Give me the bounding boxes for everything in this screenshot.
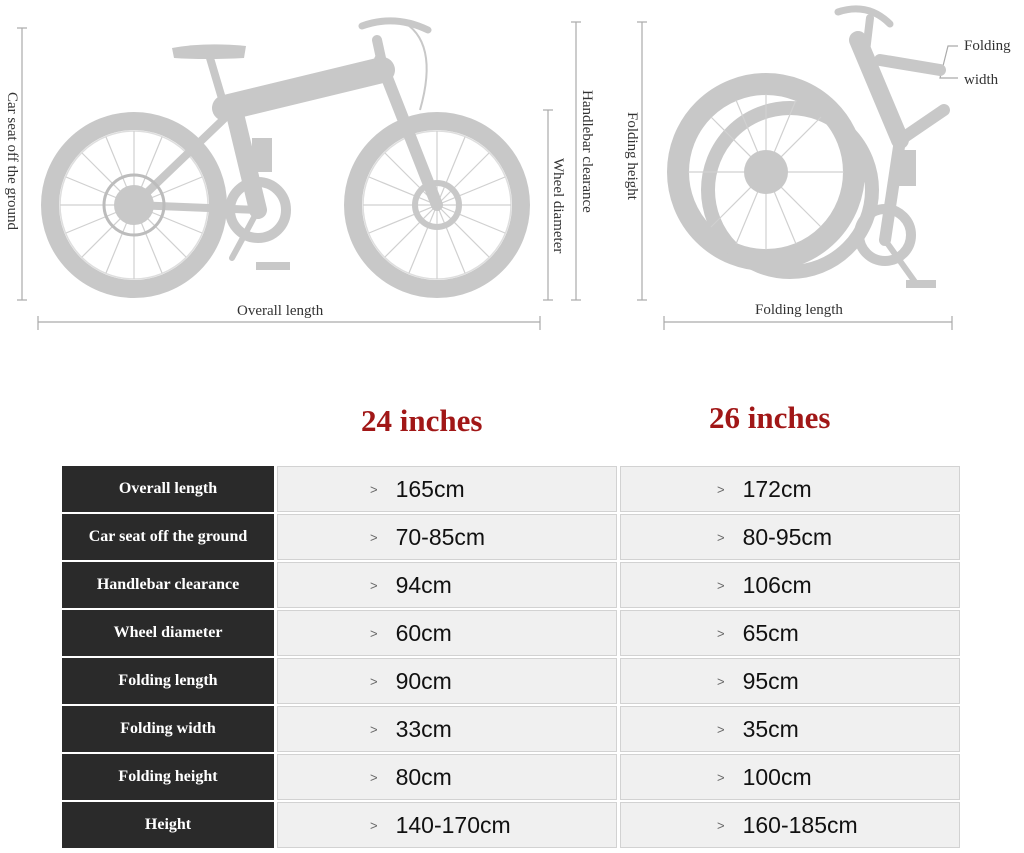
chevron-right-icon: > [370,529,378,545]
cell-value: 65cm [742,619,799,646]
folding-height-label: Folding height [624,112,640,200]
table-cell-24-inches [277,610,617,656]
overall-length-label: Overall length [237,303,324,319]
cell-value: 94cm [395,571,452,598]
table-cell-24-inches [277,658,617,704]
row-label: Car seat off the ground [62,514,274,560]
table-cell-24-inches [277,466,617,512]
row-label: Handlebar clearance [62,562,274,608]
cell-value: 80cm [395,763,452,790]
chevron-right-icon: > [370,673,378,689]
table-cell-24-inches [277,802,617,848]
cell-value: 160-185cm [742,811,858,838]
cell-value: 100cm [742,763,812,790]
table-cell-24-inches [277,706,617,752]
cell-value: 165cm [395,475,465,502]
cell-value: 80-95cm [742,523,833,550]
folding-length-label: Folding length [755,302,843,318]
row-label: Wheel diameter [62,610,274,656]
cell-value: 33cm [395,715,452,742]
table-cell-24-inches [277,754,617,800]
table-cell-26-inches [620,706,960,752]
chevron-right-icon: > [717,481,725,497]
cell-value: 95cm [742,667,799,694]
chevron-right-icon: > [370,577,378,593]
cell-value: 140-170cm [395,811,511,838]
table-cell-26-inches [620,562,960,608]
folding-width-label-line2: width [964,72,999,88]
car-seat-off-ground-label: Car seat off the ground [4,92,20,231]
cell-value: 106cm [742,571,812,598]
table-cell-26-inches [620,754,960,800]
row-label: Folding length [62,658,274,704]
chevron-right-icon: > [717,625,725,641]
table-cell-26-inches [620,610,960,656]
table-cell-26-inches [620,514,960,560]
chevron-right-icon: > [717,721,725,737]
folded-bike-icon [678,9,944,288]
row-label: Overall length [62,466,274,512]
bike-illustrations [0,0,1024,340]
row-label: Folding width [62,706,274,752]
column-title-24-inches: 24 inches [361,403,483,438]
chevron-right-icon: > [370,481,378,497]
unfolded-bike-icon [50,20,521,289]
chevron-right-icon: > [717,769,725,785]
cell-value: 35cm [742,715,799,742]
chevron-right-icon: > [717,817,725,833]
row-label: Height [62,802,274,848]
cell-value: 172cm [742,475,812,502]
chevron-right-icon: > [370,625,378,641]
chevron-right-icon: > [717,529,725,545]
table-cell-24-inches [277,562,617,608]
cell-value: 70-85cm [395,523,486,550]
chevron-right-icon: > [370,769,378,785]
bike-dimension-diagram [0,0,1024,340]
chevron-right-icon: > [717,577,725,593]
chevron-right-icon: > [370,817,378,833]
handlebar-clearance-label: Handlebar clearance [579,90,595,213]
table-cell-26-inches [620,466,960,512]
table-cell-24-inches [277,514,617,560]
column-title-26-inches: 26 inches [709,400,831,435]
table-cell-26-inches [620,802,960,848]
table-cell-26-inches [620,658,960,704]
chevron-right-icon: > [717,673,725,689]
wheel-diameter-label: Wheel diameter [550,158,566,254]
row-label: Folding height [62,754,274,800]
chevron-right-icon: > [370,721,378,737]
cell-value: 90cm [395,667,452,694]
cell-value: 60cm [395,619,452,646]
folding-width-label-line1: Folding [964,38,1011,54]
